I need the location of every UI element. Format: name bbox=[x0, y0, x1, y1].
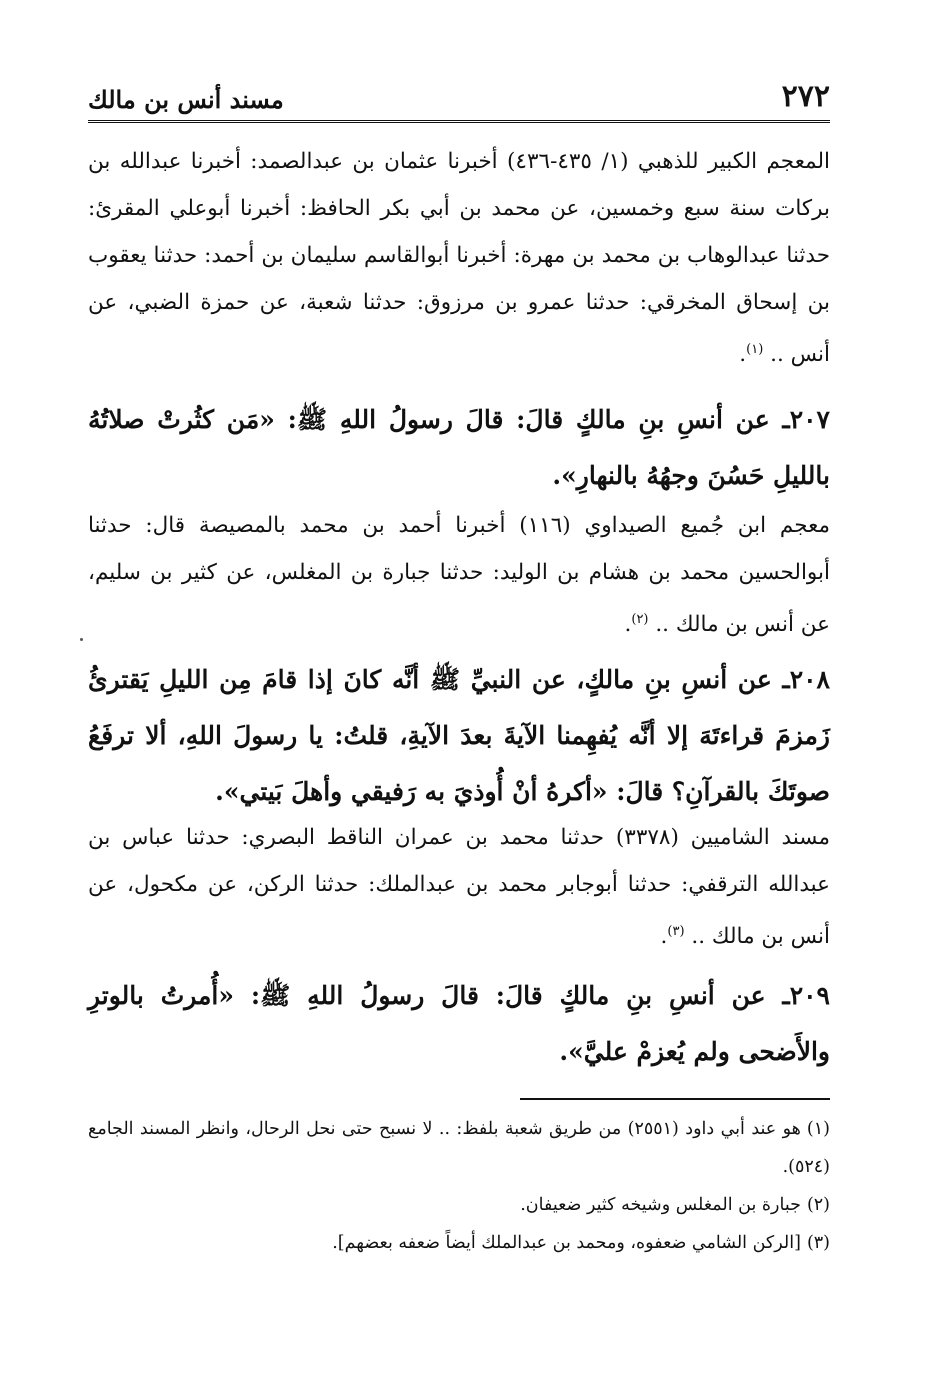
footnote-text: [الركن الشامي ضعفوه، ومحمد بن عبدالملك أيضاً ضعفه بعضهم]. bbox=[332, 1233, 801, 1253]
footnote-2 bbox=[88, 1186, 830, 1224]
page-header bbox=[88, 70, 830, 123]
footnotes bbox=[88, 1110, 830, 1262]
footnote-divider bbox=[520, 1098, 830, 1100]
hadith-208 bbox=[88, 652, 830, 820]
footnote-ref: (١) bbox=[746, 342, 764, 357]
footnote-number: (٣) bbox=[806, 1233, 830, 1253]
source-text: مسند الشاميين (٣٣٧٨) حدثنا محمد بن عمران الناقط البصري: حدثنا عباس بن عبدالله الترقفي: حدثنا أبوجابر محمد بن عبدالملك: حدثنا الركن، عن مكحول، عن أنس بن مالك .. bbox=[88, 825, 830, 950]
book-page bbox=[88, 70, 830, 1370]
footnote-1 bbox=[88, 1110, 830, 1186]
page-number: ٢٧٢ bbox=[781, 79, 830, 114]
hadith-207 bbox=[88, 392, 830, 504]
source-text: معجم ابن جُميع الصيداوي (١١٦) أخبرنا أحمد بن محمد بالمصيصة قال: حدثنا أبوالحسين محمد بن هشام بن الوليد: حدثنا جبارة بن المغلس، عن كثير بن سليم، عن أنس بن مالك .. bbox=[88, 513, 830, 638]
footnote-ref: (٣) bbox=[667, 924, 685, 939]
hadith-text: ٢٠٨ـ عن أنسِ بنِ مالكٍ، عن النبيِّ ﷺ أنَّه كانَ إذا قامَ مِن الليلِ يَقترئُ زَمزمَ قراءتَهَ إلا أنَّه يُفهِمنا الآيةَ بعدَ الآيةِ، قلتُ: يا رسولَ اللهِ، ألا ترفَعُ صوتَكَ بالقرآنِ؟ قالَ: «أكرهُ أنْ أُوذيَ به رَفيقي وأهلَ بَيتي». bbox=[88, 665, 830, 806]
sentence-end: . bbox=[739, 342, 747, 368]
hadith-209 bbox=[88, 968, 830, 1080]
footnote-3 bbox=[88, 1224, 830, 1262]
source-text: المعجم الكبير للذهبي (١/ ٤٣٥-٤٣٦) أخبرنا عثمان بن عبدالصمد: أخبرنا عبدالله بن بركات سنة سبع وخمسين، عن محمد بن أبي بكر الحافظ: أخبرنا أبوعلي المقرئ: حدثنا عبدالوهاب بن محمد بن مهرة: أخبرنا أبوالقاسم سليمان بن أحمد: حدثنا يعقوب بن إسحاق المخرقي: حدثنا عمرو بن مرزوق: حدثنا شعبة، عن حمزة الضبي، عن أنس .. bbox=[88, 149, 831, 368]
source-paragraph-3 bbox=[88, 814, 830, 960]
source-paragraph-2 bbox=[88, 502, 830, 648]
margin-mark bbox=[80, 638, 83, 641]
source-paragraph-1 bbox=[88, 138, 830, 378]
footnote-number: (٢) bbox=[806, 1195, 830, 1215]
hadith-text: ٢٠٩ـ عن أنسِ بنِ مالكٍ قالَ: قالَ رسولُ اللهِ ﷺ: «أُمرتُ بالوترِ والأَضحى ولم يُعزمْ عليَّ». bbox=[88, 981, 830, 1066]
footnote-text: هو عند أبي داود (٢٥٥١) من طريق شعبة بلفظ: .. لا نسبح حتى نحل الرحال، وانظر المسند الجامع (٥٢٤). bbox=[88, 1119, 830, 1177]
hadith-text: ٢٠٧ـ عن أنسِ بنِ مالكٍ قالَ: قالَ رسولُ اللهِ ﷺ: «مَن كثُرتْ صلاتُهُ بالليلِ حَسُنَ وجهُهُ بالنهارِ». bbox=[88, 405, 830, 490]
footnote-ref: (٢) bbox=[631, 612, 649, 627]
running-title: مسند أنس بن مالك bbox=[88, 85, 284, 114]
sentence-end: . bbox=[660, 924, 668, 950]
footnote-number: (١) bbox=[806, 1119, 830, 1139]
sentence-end: . bbox=[624, 612, 632, 638]
footnote-text: جبارة بن المغلس وشيخه كثير ضعيفان. bbox=[520, 1195, 801, 1215]
